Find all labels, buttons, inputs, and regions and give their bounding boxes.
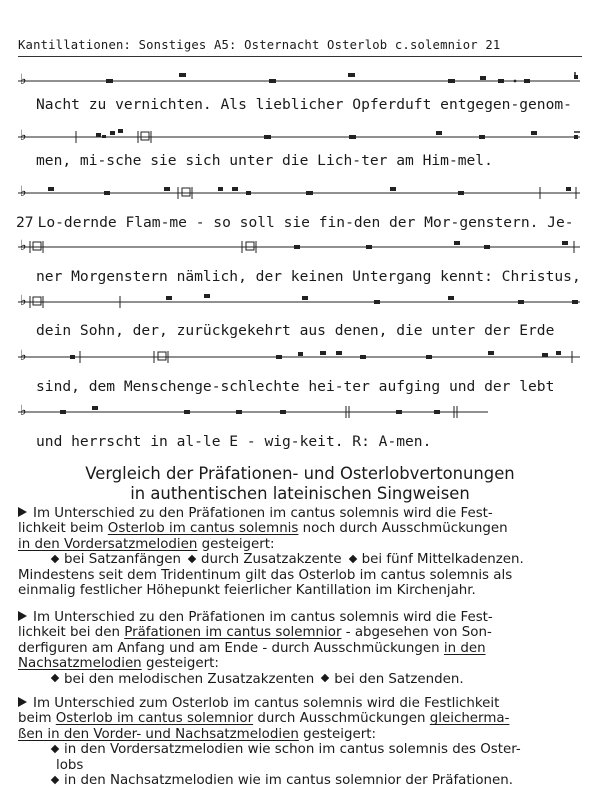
svg-text:♭: ♭ xyxy=(20,348,27,364)
p2-underline-1: Präfationen im cantus solemnior xyxy=(124,625,342,641)
triangle-bullet-icon xyxy=(18,697,27,707)
verse-number: 27 xyxy=(16,214,34,231)
svg-text:♭: ♭ xyxy=(20,403,27,419)
p2-bullet-1: bei den melodischen Zusatzakzenten xyxy=(64,671,315,687)
p1-underline-1: Osterlob im cantus solemnis xyxy=(107,521,299,537)
svg-text:♭: ♭ xyxy=(20,238,27,254)
lyric-line-3 xyxy=(16,214,580,231)
diamond-bullet-icon xyxy=(51,674,59,682)
section-title-line-1: Vergleich der Präfationen- und Osterlobvertonungen xyxy=(85,464,515,483)
p2-text-1: Im Unterschied zu den Präfationen im cantus solemnis wird die Fest- xyxy=(33,610,493,625)
p3-text-3: durch Ausschmückungen xyxy=(253,711,430,727)
svg-text:♭: ♭ xyxy=(20,128,27,144)
p1-text-3: noch durch Ausschmückungen xyxy=(298,521,508,537)
diamond-bullet-icon xyxy=(321,674,329,682)
p1-bullet-1: bei Satzanfängen xyxy=(64,552,182,568)
chant-staff-1 xyxy=(18,72,580,88)
p2-text-2: lichkeit bei den xyxy=(18,625,125,641)
diamond-bullet-icon xyxy=(348,554,356,562)
p1-text-4: gesteigert: xyxy=(197,536,275,552)
p1-underline-2: in den Vordersatzmelodien xyxy=(18,536,198,552)
p2-text-3: - abgesehen von Son- xyxy=(341,625,492,641)
section-title-line-2: in authentischen lateinischen Singweisen xyxy=(130,484,470,503)
p1-text-6: einmalig festlicher Höhepunkt feierlicher Kantillation im Kirchenjahr. xyxy=(18,583,476,599)
chant-staff-7 xyxy=(18,403,580,419)
chant-staff-4 xyxy=(18,238,580,254)
p2-underline-3: Nachsatzmelodien xyxy=(18,656,142,672)
p3-text-2: beim xyxy=(18,711,56,727)
chant-staff-5 xyxy=(18,293,580,309)
paragraph-1 xyxy=(18,506,584,598)
diamond-bullet-icon xyxy=(51,775,59,783)
triangle-bullet-icon xyxy=(18,611,27,621)
p2-text-5: gesteigert: xyxy=(141,656,219,672)
diamond-bullet-icon xyxy=(51,744,59,752)
lyric-line-1: Nacht zu vernichten. Als lieblicher Opferduft entgegen-genom- xyxy=(36,96,572,113)
lyric-line-6: sind, dem Menschenge-schlechte hei-ter aufging und der lebt xyxy=(36,378,555,395)
chant-staff-2 xyxy=(18,128,580,144)
lyric-line-4: ner Morgenstern nämlich, der keinen Untergang kennt: Christus, xyxy=(36,268,581,285)
svg-text:♭: ♭ xyxy=(20,293,27,309)
paragraph-3 xyxy=(18,696,584,788)
section-title xyxy=(0,464,600,504)
header-rule xyxy=(18,56,582,57)
p3-text-4: gesteigert: xyxy=(298,726,377,742)
p1-bullet-2: durch Zusatzakzente xyxy=(201,552,342,568)
p2-text-4: derfiguren am Anfang und am Ende - durch Ausschmückungen xyxy=(18,640,444,656)
p3-bullet-2: in den Nachsatzmelodien wie im cantus solemnior der Präfationen. xyxy=(64,773,514,789)
p3-text-1: Im Unterschied zum Osterlob im cantus solemnis wird die Festlichkeit xyxy=(33,696,500,711)
lyric-line-7: und herrscht in al-le E - wig-keit. R: A-men. xyxy=(36,433,432,450)
p3-underline-2: gleicherma- xyxy=(429,711,510,727)
p3-underline-1: Osterlob im cantus solemnior xyxy=(55,711,254,727)
p3-bullet-1: in den Vordersatzmelodien wie schon im cantus solemnis des Oster- xyxy=(64,742,521,758)
diamond-bullet-icon xyxy=(51,554,59,562)
chant-staff-6 xyxy=(18,348,580,364)
p3-bullet-1-cont: lobs xyxy=(56,757,84,773)
p2-underline-2: in den xyxy=(443,640,486,656)
p1-text-1: Im Unterschied zu den Präfationen im cantus solemnis wird die Fest- xyxy=(33,506,493,521)
svg-text:♭: ♭ xyxy=(20,72,27,88)
paragraph-2 xyxy=(18,610,584,687)
p1-text-2: lichkeit beim xyxy=(18,521,108,537)
p1-text-5: Mindestens seit dem Tridentinum gilt das Osterlob im cantus solemnis als xyxy=(18,567,513,583)
svg-text:♭: ♭ xyxy=(20,184,27,200)
p1-bullet-3: bei fünf Mittelkadenzen. xyxy=(361,552,524,568)
p3-underline-3: ßen in den Vorder- und Nachsatzmelodien xyxy=(18,726,299,742)
page-header: Kantillationen: Sonstiges A5: Osternacht Osterlob c.solemnior 21 xyxy=(18,38,501,52)
lyric-line-5: dein Sohn, der, zurückgekehrt aus denen, die unter der Erde xyxy=(36,322,555,339)
p2-bullet-2: bei den Satzenden. xyxy=(334,671,464,687)
lyric-line-2: men, mi-sche sie sich unter die Lich-ter am Him-mel. xyxy=(36,152,493,169)
lyric-line-3-text: Lo-dernde Flam-me - so soll sie fin-den der Mor-genstern. Je- xyxy=(37,214,574,231)
diamond-bullet-icon xyxy=(188,554,196,562)
triangle-bullet-icon xyxy=(18,507,27,517)
chant-staff-3 xyxy=(18,184,580,200)
